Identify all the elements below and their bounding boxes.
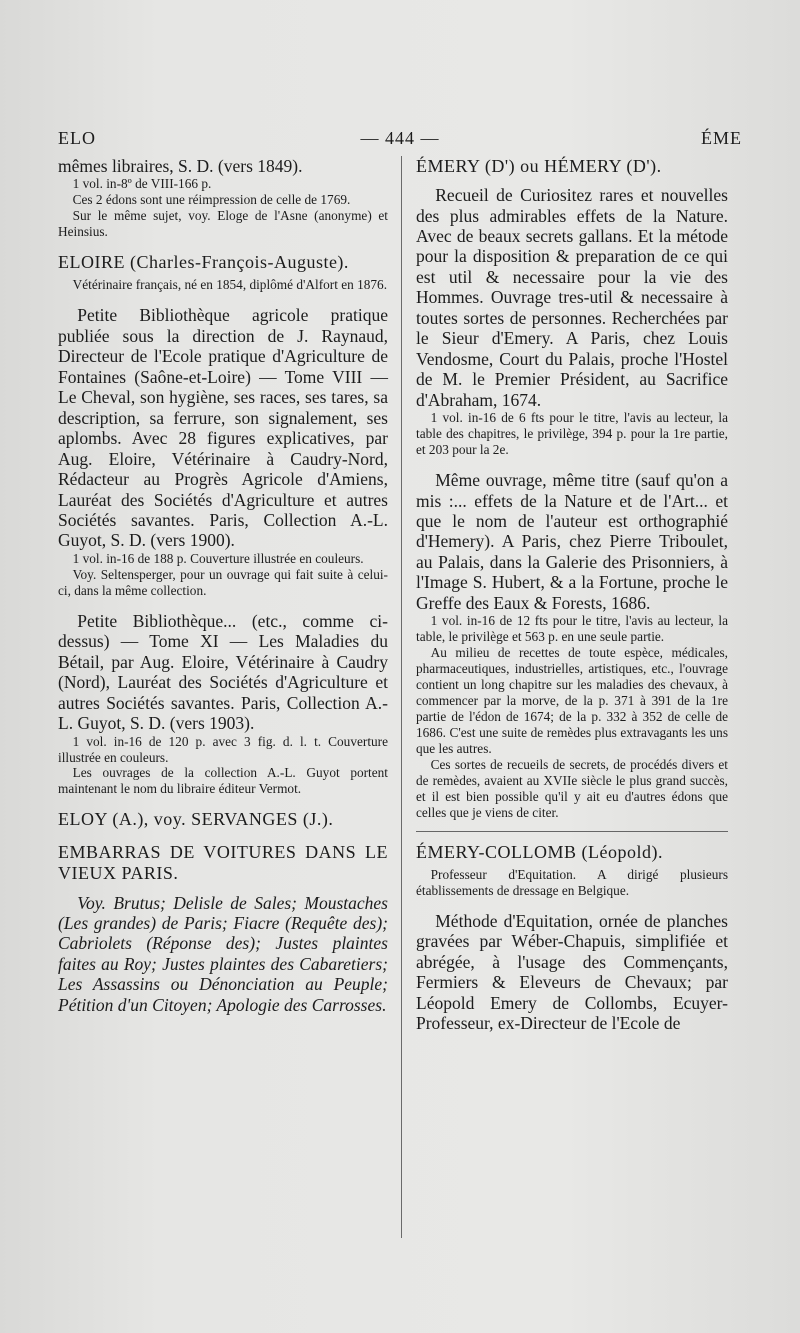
right-paragraph-6: Ces sortes de recueils de secrets, de procédés divers et de remèdes, avaient au XVIIe siècle le plus grand succès, et il est bien possible qu'il y ait eu d'autres édons que celles que je viens de citer. — [416, 756, 728, 820]
right-column — [416, 156, 728, 1034]
right-paragraph-10: Méthode d'Equitation, ornée de planches gravées par Wéber-Chapuis, simplifiée et abrégée, à l'usage des Commençants, Fermiers & Eleveurs de Chevaux; par Léopold Emery de Collombs, Ecuyer-Professeur, ex-Directeur de l'Ecole de — [416, 910, 728, 1034]
column-rule — [401, 156, 402, 1238]
left-paragraph-12: ELOY (A.), voy. SERVANGES (J.). — [58, 809, 334, 830]
left-paragraph-8: Voy. Seltensperger, pour un ouvrage qui fait suite à celui-ci, dans la même collection. — [58, 566, 388, 598]
left-paragraph-0: mêmes libraires, S. D. (vers 1849). — [58, 156, 303, 176]
right-paragraph-0: ÉMERY (D') ou HÉMERY (D'). — [416, 156, 662, 176]
left-paragraph-1: 1 vol. in-8º de VIII-166 p. — [72, 176, 212, 192]
right-paragraph-9: Professeur d'Equitation. A dirigé plusieurs établissements de dressage en Belgique. — [416, 866, 728, 898]
left-paragraph-10: 1 vol. in-16 de 120 p. avec 3 fig. d. l. t. Couverture illustrée en couleurs. — [58, 733, 388, 765]
left-paragraph-11: Les ouvrages de la collection A.-L. Guyot portent maintenant le nom du libraire éditeur Vermot. — [58, 765, 388, 797]
page-number: — 444 — — [360, 128, 440, 148]
right-paragraph-3: Même ouvrage, même titre (sauf qu'on a mis :... effets de la Nature et de l'Art... et que le nom de l'auteur est orthographié d'Hemery). A Paris, chez Pierre Triboulet, au Palais, dans la Galerie des Prisonniers, à l'Image S. Hubert, & a la Fortune, proche le Greffe des Eaux & Forests, 1686. — [416, 470, 728, 613]
left-paragraph-3: Sur le même sujet, voy. Eloge de l'Asne (anonyme) et Heinsius. — [58, 208, 388, 240]
left-paragraph-14: Voy. Brutus; Delisle de Sales; Moustaches (Les grandes) de Paris; Fiacre (Requête des); Cabriolets (Réponse des); Justes plaintes faites au Roy; Justes plaintes des Cabaretiers; Les Assassins ou Dénonciation au Peuple; Pétition d'un Citoyen; Apologie des Carrosses. — [58, 892, 388, 1015]
right-paragraph-4: 1 vol. in-16 de 12 fts pour le titre, l'avis au lecteur, la table, le privilège et 563 p. en une seule partie. — [416, 613, 728, 645]
right-paragraph-2: 1 vol. in-16 de 6 fts pour le titre, l'avis au lecteur, la table des chapitres, le privilège, 394 p. pour la 1re partie, et 203 pour la 2e. — [416, 410, 728, 458]
left-paragraph-6: Petite Bibliothèque agricole pratique publiée sous la direction de J. Raynaud, Directeur de l'Ecole pratique d'Agriculture de Fontaines (Saône-et-Loire) — Tome VIII — Le Cheval, son hygiène, ses races, ses tares, sa description, sa ferrure, son signalement, ses aplombs. Avec 28 figures explicatives, par Aug. Eloire, Vétérinaire à Caudry-Nord, Rédacteur au Progrès Agricole d'Amiens, Lauréat des Sociétés d'Agriculture et autres Sociétés savantes. Paris, Collection A.-L. Guyot, S. D. (vers 1900). — [58, 305, 388, 551]
running-head-right: ÉME — [701, 128, 742, 148]
right-paragraph-8: ÉMERY-COLLOMB (Léopold). — [416, 841, 663, 862]
left-column — [58, 156, 388, 1015]
left-paragraph-4: ELOIRE (Charles-François-Auguste). — [58, 252, 349, 273]
right-paragraph-1: Recueil de Curiositez rares et nouvelles des plus admirables effets de la Nature. Avec de beaux secrets gallans. Et la métode pour la disposition & preparation de ce qui est util & necessaire pour la vie des Hommes. Ouvrage tres-util & necessaire à toutes sortes de personnes. Recherchées par le Sieur d'Emery. A Paris, chez Louis Vendosme, Court du Palais, proche l'Hostel de M. le Premier Président, au Sacrifice d'Abraham, 1674. — [416, 185, 728, 410]
right-paragraph-5: Au milieu de recettes de toute espèce, médicales, pharmaceutiques, industrielles, artistiques, etc., l'ouvrage contient un long chapitre sur les maladies des chevaux, à commencer par la morve, de la p. 371 à 391 de la 1re partie de l'édon de 1674; de la p. 332 à 352 de celle de 1686. C'est une suite de remèdes plus extravagants les uns que les autres. — [416, 645, 728, 756]
left-paragraph-7: 1 vol. in-16 de 188 p. Couverture illustrée en couleurs. — [72, 550, 364, 566]
left-paragraph-9: Petite Bibliothèque... (etc., comme ci-dessus) — Tome XI — Les Maladies du Bétail, par Aug. Eloire, Vétérinaire à Caudry (Nord), Lauréat des Sociétés d'Agriculture et autres Sociétés savantes. Paris, Collection A.-L. Guyot, S. D. (vers 1903). — [58, 610, 388, 734]
running-head — [58, 128, 742, 154]
left-paragraph-13: EMBARRAS DE VOITURES DANS LE VIEUX PARIS. — [58, 842, 388, 884]
right-separator-7 — [416, 831, 728, 832]
left-paragraph-5: Vétérinaire français, né en 1854, diplômé d'Alfort en 1876. — [72, 277, 388, 293]
running-head-left: ELO — [58, 128, 96, 148]
left-paragraph-2: Ces 2 édons sont une réimpression de celle de 1769. — [72, 192, 351, 208]
